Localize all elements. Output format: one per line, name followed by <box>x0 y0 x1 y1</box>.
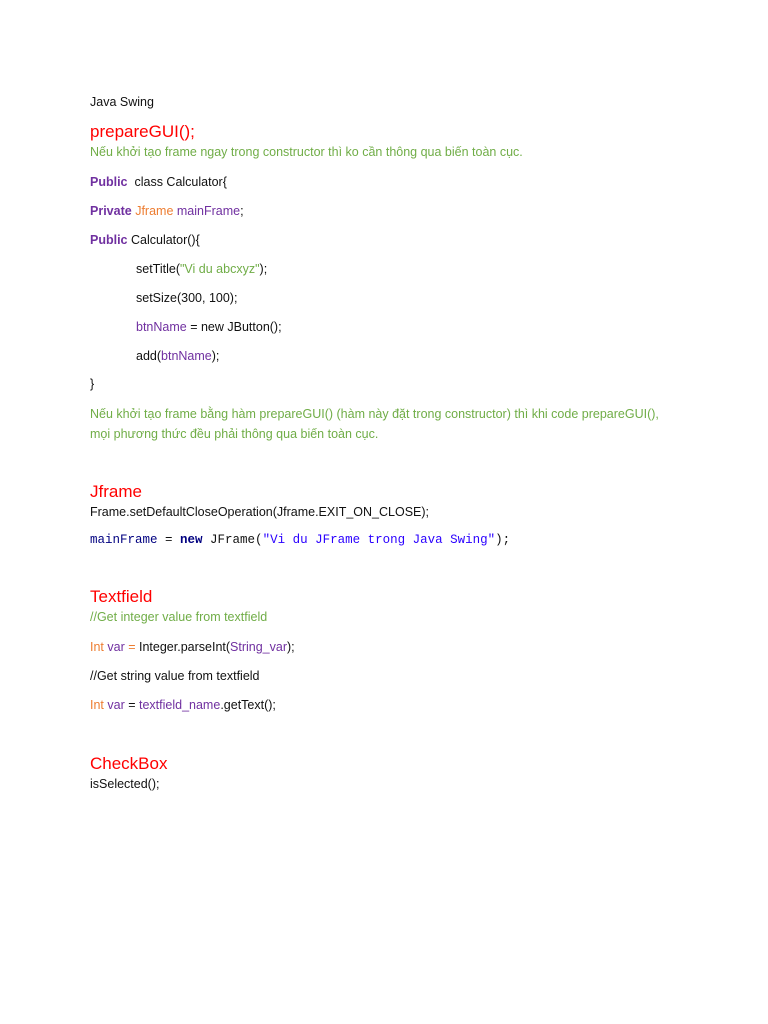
var-var: var <box>103 698 125 712</box>
code-line-gettext <box>90 697 276 713</box>
code-text: setTitle( <box>136 262 180 276</box>
keyword-private: Private <box>90 204 132 218</box>
code-text: .getText(); <box>220 698 276 712</box>
var-btnname: btnName <box>136 320 187 334</box>
comment-get-integer: //Get integer value from textfield <box>90 610 268 624</box>
string-literal: "Vi du JFrame trong Java Swing" <box>262 533 496 547</box>
var-mainframe: mainFrame <box>176 204 241 218</box>
code-text: ); <box>259 262 268 276</box>
code-line-parseint <box>90 639 295 655</box>
string-literal: "Vi du abcxyz" <box>180 262 260 276</box>
code-line-isselected: isSelected(); <box>90 777 160 791</box>
type-int: Int <box>90 698 104 712</box>
doc-title: Java Swing <box>90 95 154 109</box>
keyword-public: Public <box>90 175 128 189</box>
code-text: = new JButton(); <box>186 320 282 334</box>
heading-jframe: Jframe <box>90 482 142 501</box>
code-line-mainframe-new <box>90 532 510 548</box>
code-text: JFrame( <box>202 533 263 547</box>
code-text: = <box>157 533 181 547</box>
keyword-public: Public <box>90 233 128 247</box>
keyword-new: new <box>180 533 203 547</box>
code-line-close: } <box>90 377 95 391</box>
heading-preparegui: prepareGUI(); <box>90 122 195 141</box>
type-jframe: Jframe <box>135 204 174 218</box>
code-text: class Calculator{ <box>127 175 227 189</box>
code-text: = <box>124 698 139 712</box>
note-preparegui: Nếu khởi tạo frame bằng hàm prepareGUI() (hàm này đặt trong constructor) thì khi code prepareGUI(), mọi phương thức đều phải thông qua biến toàn cục. <box>90 407 659 441</box>
code-text: ); <box>495 533 511 547</box>
code-text: Calculator(){ <box>127 233 200 247</box>
code-text: add( <box>136 349 162 363</box>
code-text: Integer.parseInt( <box>139 640 231 654</box>
var-textfield-name: textfield_name <box>139 698 221 712</box>
type-int: Int <box>90 640 104 654</box>
code-line-settitle <box>136 261 267 277</box>
note-constructor: Nếu khởi tạo frame ngay trong constructor thì ko cần thông qua biến toàn cục. <box>90 145 523 159</box>
code-line-field <box>90 203 244 219</box>
heading-checkbox: CheckBox <box>90 754 168 773</box>
comment-get-string: //Get string value from textfield <box>90 669 260 683</box>
var-btnname: btnName <box>161 349 212 363</box>
code-line-close-op: Frame.setDefaultCloseOperation(Jframe.EXIT_ON_CLOSE); <box>90 505 430 519</box>
heading-textfield: Textfield <box>90 587 153 606</box>
code-text: = <box>124 640 139 654</box>
code-text: ; <box>240 204 244 218</box>
code-text: ); <box>287 640 295 654</box>
code-line-class <box>90 174 227 190</box>
var-mainframe: mainFrame <box>90 533 158 547</box>
var-string-var: String_var <box>230 640 288 654</box>
code-text: ); <box>211 349 220 363</box>
code-line-button <box>136 319 282 335</box>
code-line-setsize: setSize(300, 100); <box>136 291 238 305</box>
var-var: var <box>103 640 125 654</box>
code-line-constructor <box>90 232 200 248</box>
code-line-add <box>136 348 219 364</box>
